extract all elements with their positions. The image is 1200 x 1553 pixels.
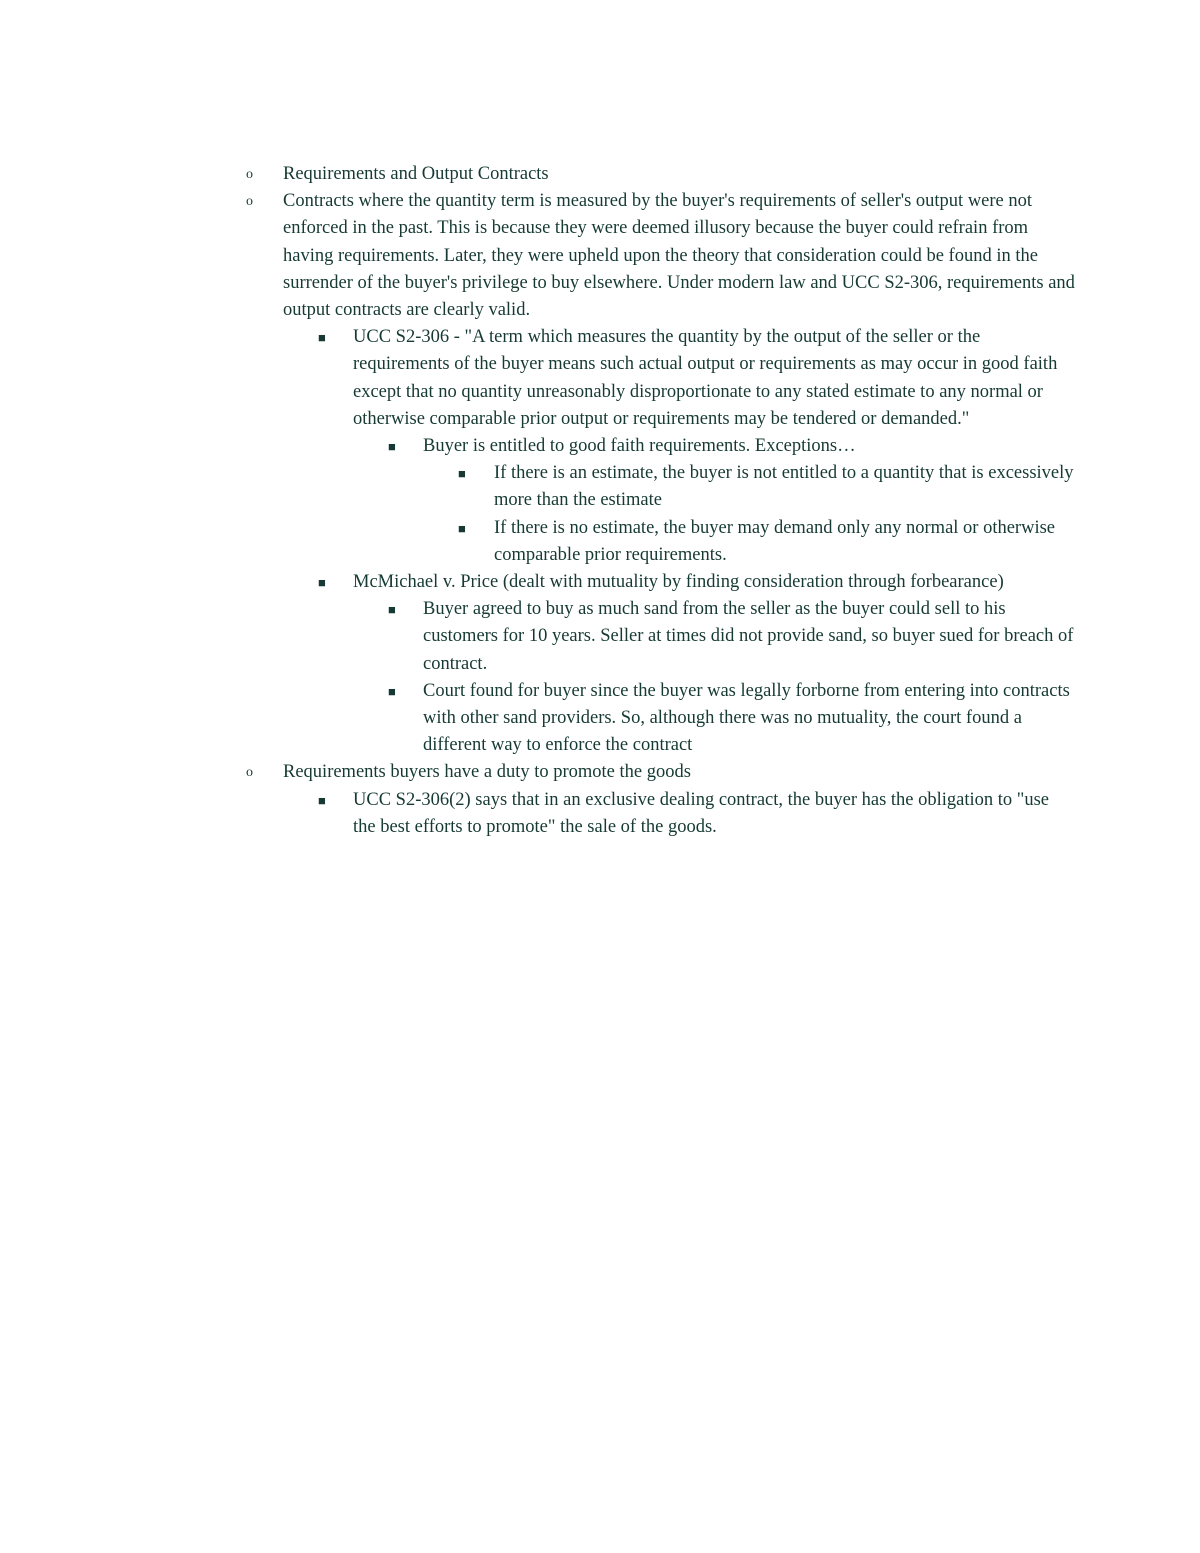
list-item-text: Court found for buyer since the buyer was legally forborne from entering into contracts with other sand providers. So, although there was no mutuality, the court found a different way to enforce the contract	[423, 680, 1070, 756]
list-item-estimate-exception	[246, 460, 1076, 514]
list-item-good-faith-requirements	[246, 433, 1076, 460]
list-item-text: Requirements and Output Contracts	[283, 164, 549, 184]
list-item-buyer-agreed-sand	[246, 596, 1076, 678]
square-bullet-icon: ■	[318, 792, 326, 808]
list-item-no-estimate-exception	[246, 515, 1076, 569]
circle-bullet-icon: o	[246, 167, 253, 182]
list-item-requirements-output-contracts	[246, 161, 1076, 188]
square-bullet-icon: ■	[388, 683, 396, 699]
square-bullet-icon: ■	[318, 330, 326, 346]
list-item-text: McMichael v. Price (dealt with mutuality by finding consideration through forbearance)	[353, 572, 1004, 593]
square-bullet-icon: ■	[458, 466, 466, 482]
list-item-text: Buyer is entitled to good faith requirements. Exceptions…	[423, 436, 856, 457]
list-item-text: Buyer agreed to buy as much sand from the seller as the buyer could sell to his customers for 10 years. Seller at times did not provide sand, so buyer sued for breach of contract.	[423, 599, 1074, 674]
list-item-ucc-s2-306-2	[246, 787, 1076, 841]
outline-list	[246, 161, 1076, 841]
list-item-duty-to-promote	[246, 759, 1076, 786]
square-bullet-icon: ■	[458, 520, 466, 536]
circle-bullet-icon: o	[246, 194, 253, 210]
list-item-ucc-s2-306-quote	[246, 324, 1076, 433]
list-item-text: Contracts where the quantity term is measured by the buyer's requirements of seller's output were not enforced in the past. This is because they were deemed illusory because the buyer could refrain from having requirements. Later, they were upheld upon the theory that consideration could be found in the surrender of the buyer's privilege to buy elsewhere. Under modern law and UCC S2-306, requirements and output contracts are clearly valid.	[283, 191, 1075, 321]
list-item-text: If there is no estimate, the buyer may demand only any normal or otherwise comparable prior requirements.	[494, 517, 1055, 565]
list-item-contracts-quantity-term	[246, 188, 1076, 324]
list-item-text: UCC S2-306 - "A term which measures the quantity by the output of the seller or the requirements of the buyer means such actual output or requirements as may occur in good faith except that no quantity unreasonably disproportionate to any stated estimate to any normal or otherwise comparable prior output or requirements may be tendered or demanded."	[353, 327, 1058, 429]
list-item-text: If there is an estimate, the buyer is not entitled to a quantity that is excessively more than the estimate	[494, 463, 1074, 511]
list-item-text: Requirements buyers have a duty to promote the goods	[283, 762, 691, 783]
square-bullet-icon: ■	[388, 602, 396, 618]
list-item-text: UCC S2-306(2) says that in an exclusive dealing contract, the buyer has the obligation to "use the best efforts to promote" the sale of the goods.	[353, 789, 1050, 837]
square-bullet-icon: ■	[388, 439, 396, 455]
circle-bullet-icon: o	[246, 765, 253, 781]
list-item-mcmichael-v-price	[246, 569, 1076, 596]
list-item-court-found-for-buyer	[246, 678, 1076, 760]
square-bullet-icon: ■	[318, 575, 326, 591]
